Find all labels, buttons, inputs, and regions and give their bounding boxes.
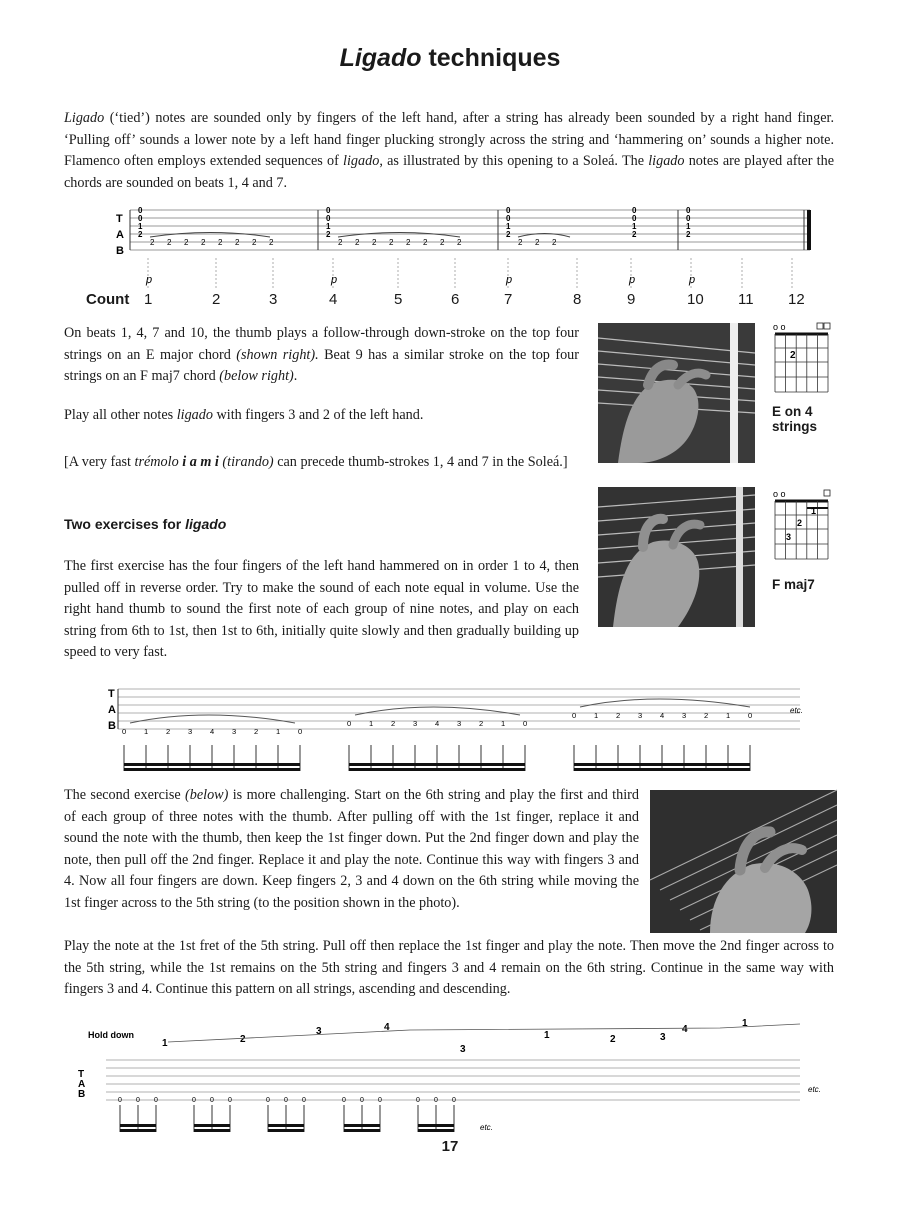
- tab1-p-label: p: [629, 274, 636, 286]
- tab3-note: 0: [342, 1097, 346, 1104]
- intro-text-c: notes are played after the chords are sounded on beats 1, 4 and 7.: [64, 153, 834, 191]
- chord-e-caption: [772, 404, 817, 434]
- tab2-note: 0: [122, 727, 127, 736]
- intro-paragraph: [64, 108, 834, 194]
- tab1-note: 2: [552, 238, 557, 247]
- chord-diagram-fmaj7: [770, 487, 830, 562]
- tab3-note: 0: [284, 1097, 288, 1104]
- tab3-finger-number: 1: [742, 1018, 748, 1029]
- tab1-note: 2: [440, 238, 445, 247]
- tab3-note: 0: [228, 1097, 232, 1104]
- exercise-2-paragraph-bottom: [64, 936, 834, 1001]
- tab1-chord-fret: 1: [686, 222, 691, 231]
- tab3-beam: [120, 1129, 156, 1132]
- tab1-note: 2: [518, 238, 523, 247]
- tab1-stems: [148, 258, 792, 288]
- tab1-note: 2: [218, 238, 223, 247]
- tab3-finger-number: 1: [544, 1030, 550, 1041]
- tab2-note: 1: [369, 719, 374, 728]
- tab3-etc-beams: etc.: [480, 1123, 493, 1132]
- tab3-note: 0: [302, 1097, 306, 1104]
- tab2-note: 4: [660, 711, 665, 720]
- tab3-finger-number: 3: [660, 1032, 666, 1043]
- page-title: [0, 44, 900, 73]
- count-11: 11: [738, 291, 754, 308]
- tab2-note: 0: [523, 719, 528, 728]
- tab2-note: 2: [254, 727, 259, 736]
- exercises-heading-italic: ligado: [185, 516, 227, 532]
- tab2-note: 1: [501, 719, 506, 728]
- tremolo-italic: trémolo: [134, 454, 179, 470]
- play-other-a: Play all other notes: [64, 407, 177, 423]
- chord-e-caption-1: E on 4: [772, 404, 813, 419]
- tab1-chord-fret: 1: [326, 222, 331, 231]
- intro-text-a: (‘tied’) notes are sounded only by fingers of the left hand, after a string has already been sounded by a right hand finger. ‘Pulling off’ sounds a lower note by a left hand finger plucking strongly across the string and ‘hammering on’ sounds a higher note. Flamenco often employs extended sequences of: [64, 110, 834, 170]
- tab1-notes: [150, 238, 557, 247]
- tab3-notes: [118, 1097, 456, 1104]
- ex2-text-a: The second exercise: [64, 787, 186, 803]
- tab3-note: 0: [378, 1097, 382, 1104]
- tab3-note: 0: [192, 1097, 196, 1104]
- tab1-chord-fret: 0: [632, 206, 637, 215]
- tab1-chord-fret: 2: [506, 230, 511, 239]
- tab2-note: 3: [232, 727, 237, 736]
- tab3-beam: [120, 1124, 156, 1127]
- count-4: 4: [329, 291, 338, 308]
- tab3-note: 0: [434, 1097, 438, 1104]
- tab2-slurs: [130, 699, 753, 723]
- tab2-note: 1: [594, 711, 599, 720]
- chord-f-caption: F maj7: [772, 577, 815, 592]
- tab2-beam: [124, 763, 300, 766]
- tab3-finger-number: 3: [316, 1026, 322, 1037]
- tab1-chord-fret: 0: [506, 214, 511, 223]
- exercises-heading: [64, 516, 226, 532]
- tab3-finger-numbers: [162, 1018, 748, 1055]
- tab3-beam: [344, 1124, 380, 1127]
- tab3-note: 0: [118, 1097, 122, 1104]
- photo-exercise-2-image: [650, 790, 837, 933]
- tab2-note: 4: [435, 719, 440, 728]
- tab1-note: 2: [457, 238, 462, 247]
- tab3-finger-number: 4: [384, 1022, 390, 1033]
- tab1-chord-fret: 0: [326, 214, 331, 223]
- count-2: 2: [212, 291, 221, 308]
- tab3-lines: [106, 1060, 800, 1100]
- count-1: 1: [144, 291, 153, 308]
- tab1-note: 2: [235, 238, 240, 247]
- tab2-note: 3: [413, 719, 418, 728]
- photo-exercise-2: [650, 790, 837, 933]
- tab3-beam: [268, 1124, 304, 1127]
- count-5: 5: [394, 291, 403, 308]
- tab1-note: 2: [184, 238, 189, 247]
- count-9: 9: [627, 291, 636, 308]
- tab2-beam: [574, 768, 750, 771]
- tab1-chord-fret: 2: [632, 230, 637, 239]
- tab3-etc-right: etc.: [808, 1085, 821, 1094]
- tab1-chord-fret: 2: [326, 230, 331, 239]
- tab1-note: 2: [372, 238, 377, 247]
- intro-ligado-2: ligado: [343, 153, 380, 170]
- tab3-note: 0: [210, 1097, 214, 1104]
- tab1-chord-fret: 0: [138, 206, 143, 215]
- tremolo-tirando: (tirando): [222, 454, 274, 470]
- tab3-finger-number: 4: [682, 1024, 688, 1035]
- tab-staff-2: [110, 683, 830, 778]
- tab2-letter-t: T: [108, 688, 115, 700]
- tab2-note: 0: [298, 727, 303, 736]
- tab1-note: 2: [269, 238, 274, 247]
- tab1-p-label: p: [146, 274, 153, 286]
- tab1-chord-fret: 2: [686, 230, 691, 239]
- chord-e-finger: 2: [790, 350, 796, 361]
- tab3-beam: [194, 1129, 230, 1132]
- tab1-chord-fret: 0: [506, 206, 511, 215]
- tab2-letter-a: A: [108, 704, 116, 716]
- chord-f-finger-1: 1: [811, 506, 817, 516]
- beats-below-right: (below right): [219, 368, 294, 385]
- tab1-p-label: p: [689, 274, 696, 286]
- tab1-letter-a: A: [116, 229, 124, 241]
- tab1-note: 2: [355, 238, 360, 247]
- tab2-note: 3: [682, 711, 687, 720]
- beats-text-a: On beats 1, 4, 7 and 10, the thumb plays a follow-through down-stroke on the top four strings on an E major chord: [64, 325, 579, 363]
- tab1-chord-fret: 1: [632, 222, 637, 231]
- count-10: 10: [687, 291, 704, 308]
- count-6: 6: [451, 291, 460, 308]
- tab3-beam: [418, 1129, 454, 1132]
- tab1-chord-fret: 0: [326, 206, 331, 215]
- tab1-p-label: p: [331, 274, 338, 286]
- tab3-note: 0: [136, 1097, 140, 1104]
- chord-f-finger-2: 2: [797, 518, 803, 528]
- play-other-ligado: ligado: [176, 407, 213, 423]
- tab3-beam: [418, 1124, 454, 1127]
- tremolo-paragraph: [64, 452, 579, 474]
- tab1-letter-t: T: [116, 213, 123, 225]
- tab1-letter-b: B: [116, 245, 124, 257]
- tab2-note: 2: [616, 711, 621, 720]
- tab3-note: 0: [416, 1097, 420, 1104]
- ex2-text-b: is more challenging. Start on the 6th string and play the first and third of each group of three notes with the thumb. After pulling off with the 1st finger, replace it and sound the note with the thumb, then keep the 1st finger down. Put the 2nd finger down and play the note, then pull off the 2nd finger. Replace it and play the note. Continue this way with fingers 3 and 4. Now all four fingers are down. Keep fingers 2, 3 and 4 down on the 6th string while moving the 1st finger across to the 5th string (to the position shown in the photo).: [64, 787, 639, 911]
- tab2-note: 0: [572, 711, 577, 720]
- tab3-finger-number: 2: [610, 1034, 616, 1045]
- tab1-note: 2: [167, 238, 172, 247]
- tab1-note: 2: [535, 238, 540, 247]
- tab2-note: 1: [726, 711, 731, 720]
- exercise-1-paragraph: The first exercise has the four fingers of the left hand hammered on in order 1 to 4, then pulled off in reverse order. Try to make the sound of each note equal in volume. Use the right hand thumb to sound the first note of each group of nine notes, and play on each string from 6th to 1st, then 1st to 6th, initially quite slowly and then gradually building up speed to very fast.: [64, 558, 579, 661]
- tab2-beam: [349, 763, 525, 766]
- tab2-beam: [349, 768, 525, 771]
- play-other-paragraph: [64, 405, 579, 427]
- count-7: 7: [504, 291, 513, 308]
- tremolo-b: can precede thumb-strokes 1, 4 and 7 in the Soleá.]: [273, 454, 568, 470]
- tab3-beams: [120, 1105, 454, 1132]
- tab1-barlines: [130, 210, 804, 250]
- tab1-p-label: p: [506, 274, 513, 286]
- tab1-chord-fret: 0: [138, 214, 143, 223]
- tab3-note: 0: [266, 1097, 270, 1104]
- photo-e-chord-image: [598, 323, 755, 463]
- tab2-note: 2: [479, 719, 484, 728]
- tab2-note: 4: [210, 727, 215, 736]
- tab2-note: 0: [748, 711, 753, 720]
- tab3-note: 0: [452, 1097, 456, 1104]
- tab1-note: 2: [338, 238, 343, 247]
- tab2-beam: [574, 763, 750, 766]
- tab1-note: 2: [389, 238, 394, 247]
- tab3-finger-number: 2: [240, 1034, 246, 1045]
- page-number: 17: [441, 1138, 459, 1155]
- chord-f-open-marks: o o: [773, 489, 786, 499]
- count-label: Count: [86, 291, 130, 308]
- tab1-note: 2: [252, 238, 257, 247]
- tab3-beam: [344, 1129, 380, 1132]
- tab1-chord-fret: 0: [686, 206, 691, 215]
- tab1-note: 2: [201, 238, 206, 247]
- tab2-note: 3: [188, 727, 193, 736]
- tab1-chord-fret: 0: [632, 214, 637, 223]
- tab2-beam: [124, 768, 300, 771]
- beats-text-c: .: [293, 368, 298, 385]
- tab3-letter-a: A: [78, 1079, 86, 1090]
- tremolo-fingers: i a m i: [178, 454, 219, 470]
- tab2-note: 2: [391, 719, 396, 728]
- tab-staff-3: [80, 1020, 830, 1145]
- tab3-beam: [194, 1124, 230, 1127]
- photo-fmaj7-image: [598, 487, 755, 627]
- title-italic: Ligado: [339, 44, 422, 72]
- beats-paragraph: [64, 323, 579, 388]
- chord-e-caption-2: strings: [772, 419, 818, 434]
- intro-ligado-3: ligado: [648, 153, 685, 170]
- tab1-note: 2: [150, 238, 155, 247]
- tab3-note: 0: [154, 1097, 158, 1104]
- tab1-lines: [130, 210, 810, 250]
- tab1-p-labels: [145, 274, 695, 286]
- chord-e-open-marks: o o: [773, 322, 786, 332]
- tab3-letter-b: B: [78, 1089, 86, 1100]
- intro-ligado: Ligado: [64, 110, 105, 126]
- tab2-note: 0: [347, 719, 352, 728]
- tab2-note: 1: [276, 727, 281, 736]
- photo-e-chord: [598, 323, 755, 463]
- tab1-chord-fret: 1: [138, 222, 143, 231]
- tab1-chord-fret: 2: [138, 230, 143, 239]
- tab1-end-bar: [807, 210, 811, 250]
- intro-text-b: , as illustrated by this opening to a Soleá. The: [379, 153, 649, 170]
- tab3-letter-t: T: [78, 1069, 85, 1080]
- exercise-2-paragraph-top: [64, 785, 639, 915]
- tab1-chord-fret: 1: [506, 222, 511, 231]
- chord-diagram-e: [770, 320, 830, 395]
- tab1-note: 2: [423, 238, 428, 247]
- tab3-note: 0: [360, 1097, 364, 1104]
- exercises-heading-text: Two exercises for: [64, 516, 186, 532]
- tab2-note: 2: [166, 727, 171, 736]
- tab3-finger-number-lower: 3: [460, 1044, 466, 1055]
- tab2-note: 3: [638, 711, 643, 720]
- count-row: [86, 291, 826, 311]
- tab2-note: 1: [144, 727, 149, 736]
- count-12: 12: [788, 291, 805, 308]
- tab1-note: 2: [406, 238, 411, 247]
- tab3-hold-down: Hold down: [88, 1030, 134, 1040]
- tab2-note: 2: [704, 711, 709, 720]
- photo-fmaj7-chord: [598, 487, 755, 627]
- tab2-beams: [124, 745, 750, 771]
- tab3-finger-number: 1: [162, 1038, 168, 1049]
- title-rest: techniques: [421, 44, 561, 72]
- ex2-below: (below): [185, 787, 229, 803]
- tab2-letter-b: B: [108, 720, 116, 732]
- beats-shown-right: (shown right).: [236, 346, 319, 363]
- tab2-note: 3: [457, 719, 462, 728]
- tab1-chord-fret: 0: [686, 214, 691, 223]
- count-3: 3: [269, 291, 278, 308]
- tab2-etc: etc.: [790, 706, 803, 715]
- beats-text-b: Beat 9 has a similar stroke on the top four strings on an F maj7 chord: [64, 346, 579, 385]
- tab3-beam: [268, 1129, 304, 1132]
- ex2-text-c: Play the note at the 1st fret of the 5th string. Pull off then replace the 1st finger and play the note. Then move the 2nd finger across to the 5th string, while the 1st remains on the 5th string and fingers 3 and 4 remain on the 6th string. Continue in the same way with fingers 3 and 4. Continue this pattern on all strings, ascending and descending.: [64, 938, 834, 998]
- play-other-b: with fingers 3 and 2 of the left hand.: [212, 407, 424, 423]
- tremolo-a: [A very fast: [64, 454, 135, 470]
- count-8: 8: [573, 291, 582, 308]
- chord-f-finger-3: 3: [786, 532, 792, 542]
